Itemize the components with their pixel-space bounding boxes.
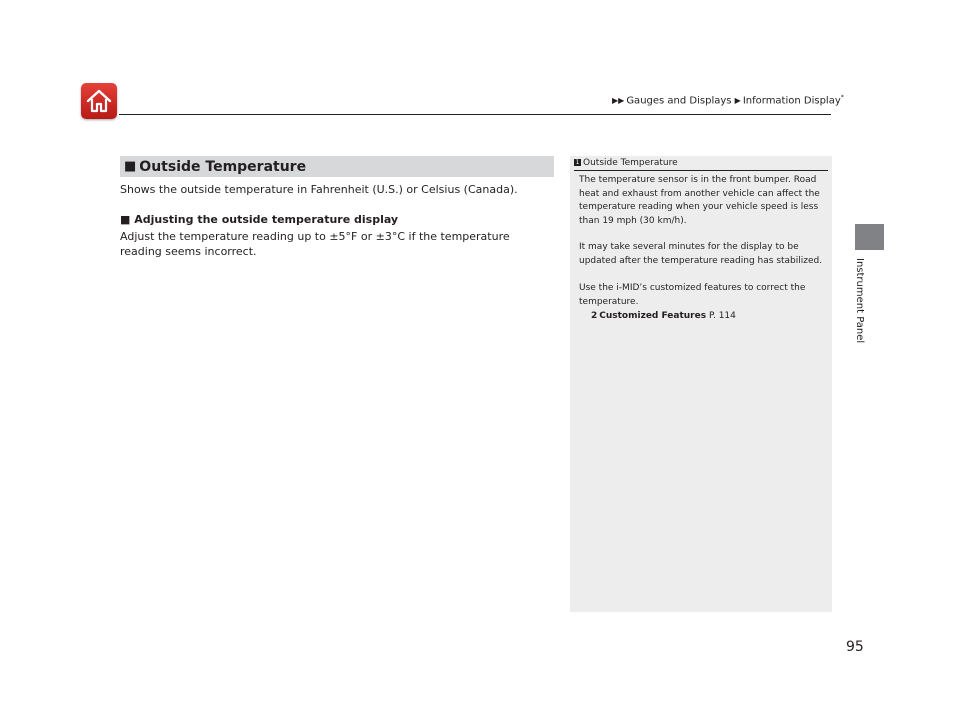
adjust-paragraph: Adjust the temperature reading up to ±5°F or ±3°C if the temperature reading seems incorrect. (120, 230, 510, 258)
chapter-label: Instrument Panel (854, 258, 865, 344)
subsection-heading (120, 213, 398, 226)
reference-arrow-icon: 2 (591, 311, 598, 321)
page-number: 95 (846, 639, 864, 655)
note-paragraph-2: It may take several minutes for the display to be updated after the temperature reading has stabilized. (579, 242, 823, 266)
breadcrumb-item-information-display[interactable]: Information Display (742, 95, 841, 107)
chapter-tab[interactable] (855, 224, 884, 250)
square-bullet-icon: ■ (124, 159, 137, 174)
breadcrumb-item-gauges[interactable]: Gauges and Displays (626, 95, 732, 107)
note-title (574, 158, 828, 171)
cross-reference-link[interactable] (591, 311, 736, 321)
note-paragraph-3: Use the i-MID’s customized features to correct the temperature. (579, 283, 806, 307)
breadcrumb-arrow-icon: ▶▶ (612, 96, 625, 106)
section-heading (120, 156, 554, 177)
breadcrumb-arrow-icon: ▶ (734, 96, 741, 106)
header-divider (119, 114, 831, 115)
home-button[interactable] (81, 83, 117, 119)
breadcrumb (612, 94, 844, 106)
subsection-title: Adjusting the outside temperature display (134, 213, 399, 226)
link-label: Customized Features (599, 311, 707, 321)
side-note-panel (570, 156, 832, 612)
note-title-text: Outside Temperature (583, 158, 678, 168)
link-page: P. 114 (708, 311, 736, 321)
option-asterisk: * (840, 94, 844, 101)
section-title: Outside Temperature (139, 158, 307, 175)
note-paragraph-1: The temperature sensor is in the front bumper. Road heat and exhaust from another vehicle can affect the temperature reading when your vehicle speed is less than 19 mph (30 km/h). (579, 175, 820, 226)
note-marker-icon: 1 (575, 159, 580, 166)
intro-paragraph: Shows the outside temperature in Fahrenheit (U.S.) or Celsius (Canada). (120, 183, 518, 196)
home-icon (86, 89, 112, 113)
square-bullet-icon: ■ (120, 213, 135, 226)
